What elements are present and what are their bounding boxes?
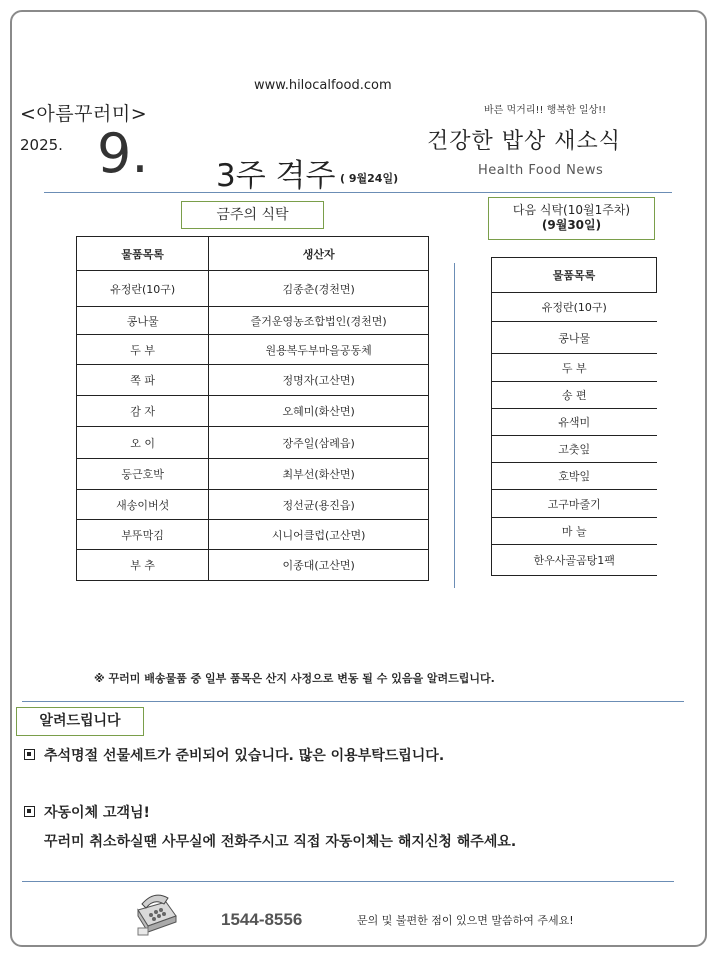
announcement-item bbox=[24, 745, 444, 765]
telephone-icon bbox=[134, 888, 180, 938]
list-item bbox=[492, 354, 657, 382]
item-cell: 감 자 bbox=[77, 396, 209, 427]
column-header-producer: 생산자 bbox=[209, 237, 429, 271]
next-item-cell: 호박잎 bbox=[492, 463, 657, 490]
list-item bbox=[492, 518, 657, 545]
table-header-row bbox=[492, 258, 657, 293]
brand-name: <아름꾸러미> bbox=[20, 103, 148, 125]
list-item bbox=[492, 293, 657, 322]
item-cell: 부 추 bbox=[77, 550, 209, 581]
next-week-table bbox=[491, 257, 657, 576]
next-item-cell: 고구마줄기 bbox=[492, 490, 657, 518]
substitution-notice: ※ 꾸러미 배송물품 중 일부 품목은 산지 사정으로 변동 될 수 있음을 알려드립니다. bbox=[94, 672, 495, 685]
slogan: 바른 먹거리!! 행복한 일상!! bbox=[484, 105, 607, 116]
producer-cell: 정명자(고산면) bbox=[209, 365, 429, 396]
footer-divider bbox=[22, 881, 674, 882]
column-header-items: 물품목록 bbox=[492, 258, 657, 293]
next-item-cell: 유정란(10구) bbox=[492, 293, 657, 322]
header-divider bbox=[44, 192, 672, 193]
phone-number[interactable]: 1544-8556 bbox=[221, 910, 303, 929]
this-week-label: 금주의 식탁 bbox=[181, 201, 324, 229]
table-row bbox=[77, 459, 429, 490]
item-cell: 부뚜막김 bbox=[77, 520, 209, 550]
website-url[interactable]: www.hilocalfood.com bbox=[254, 78, 392, 93]
producer-cell: 시니어클럽(고산면) bbox=[209, 520, 429, 550]
list-item bbox=[492, 545, 657, 576]
next-item-cell: 고춧잎 bbox=[492, 436, 657, 463]
announcement-title: 자동이체 고객님! bbox=[44, 805, 150, 821]
item-cell: 쪽 파 bbox=[77, 365, 209, 396]
column-header-items: 물품목록 bbox=[77, 237, 209, 271]
column-divider bbox=[454, 263, 455, 588]
table-row bbox=[77, 307, 429, 335]
table-header-row bbox=[77, 237, 429, 271]
next-item-cell: 송 편 bbox=[492, 382, 657, 409]
list-item bbox=[492, 322, 657, 354]
table-row bbox=[77, 396, 429, 427]
issue-week: 3주 격주 bbox=[216, 158, 336, 194]
producer-cell: 원용복두부마을공동체 bbox=[209, 335, 429, 365]
next-week-label bbox=[488, 197, 655, 240]
newsletter-title: 건강한 밥상 새소식 bbox=[427, 129, 622, 154]
next-week-label-line2: (9월30일) bbox=[541, 218, 602, 232]
item-cell: 오 이 bbox=[77, 427, 209, 459]
issue-month: 9. bbox=[97, 122, 149, 185]
producer-cell: 최부선(화산면) bbox=[209, 459, 429, 490]
next-item-cell: 마 늘 bbox=[492, 518, 657, 545]
announcement-text: 꾸러미 취소하실땐 사무실에 전화주시고 직접 자동이체는 해지신청 해주세요. bbox=[44, 834, 517, 850]
item-cell: 새송이버섯 bbox=[77, 490, 209, 520]
table-row bbox=[77, 490, 429, 520]
next-item-cell: 두 부 bbox=[492, 354, 657, 382]
table-row bbox=[77, 271, 429, 307]
inquiry-text: 문의 및 불편한 점이 있으면 말씀하여 주세요! bbox=[357, 914, 574, 927]
this-week-table bbox=[76, 236, 429, 581]
announcements-title: 알려드립니다 bbox=[16, 707, 144, 736]
table-row bbox=[77, 365, 429, 396]
item-cell: 두 부 bbox=[77, 335, 209, 365]
newsletter-subtitle: Health Food News bbox=[478, 163, 604, 178]
announcement-item bbox=[24, 802, 150, 822]
next-item-cell: 한우사골곰탕1팩 bbox=[492, 545, 657, 576]
producer-cell: 김종춘(경천면) bbox=[209, 271, 429, 307]
square-bullet-icon bbox=[24, 806, 35, 817]
list-item bbox=[492, 409, 657, 436]
list-item bbox=[492, 436, 657, 463]
item-cell: 유정란(10구) bbox=[77, 271, 209, 307]
list-item bbox=[492, 490, 657, 518]
table-row bbox=[77, 335, 429, 365]
producer-cell: 정선균(용진읍) bbox=[209, 490, 429, 520]
square-bullet-icon bbox=[24, 749, 35, 760]
item-cell: 콩나물 bbox=[77, 307, 209, 335]
producer-cell: 장주일(삼례읍) bbox=[209, 427, 429, 459]
list-item bbox=[492, 382, 657, 409]
producer-cell: 오혜미(화산면) bbox=[209, 396, 429, 427]
table-row bbox=[77, 427, 429, 459]
producer-cell: 이종대(고산면) bbox=[209, 550, 429, 581]
next-item-cell: 콩나물 bbox=[492, 322, 657, 354]
list-item bbox=[492, 463, 657, 490]
announcement-text: 추석명절 선물세트가 준비되어 있습니다. 많은 이용부탁드립니다. bbox=[44, 748, 445, 764]
section-divider bbox=[22, 701, 684, 702]
table-row bbox=[77, 550, 429, 581]
item-cell: 둥근호박 bbox=[77, 459, 209, 490]
producer-cell: 즐거운영농조합법인(경천면) bbox=[209, 307, 429, 335]
issue-year: 2025. bbox=[20, 136, 63, 154]
table-row bbox=[77, 520, 429, 550]
issue-date: ( 9월24일) bbox=[340, 172, 399, 185]
next-item-cell: 유색미 bbox=[492, 409, 657, 436]
next-week-label-line1: 다음 식탁(10월1주차) bbox=[512, 203, 631, 217]
